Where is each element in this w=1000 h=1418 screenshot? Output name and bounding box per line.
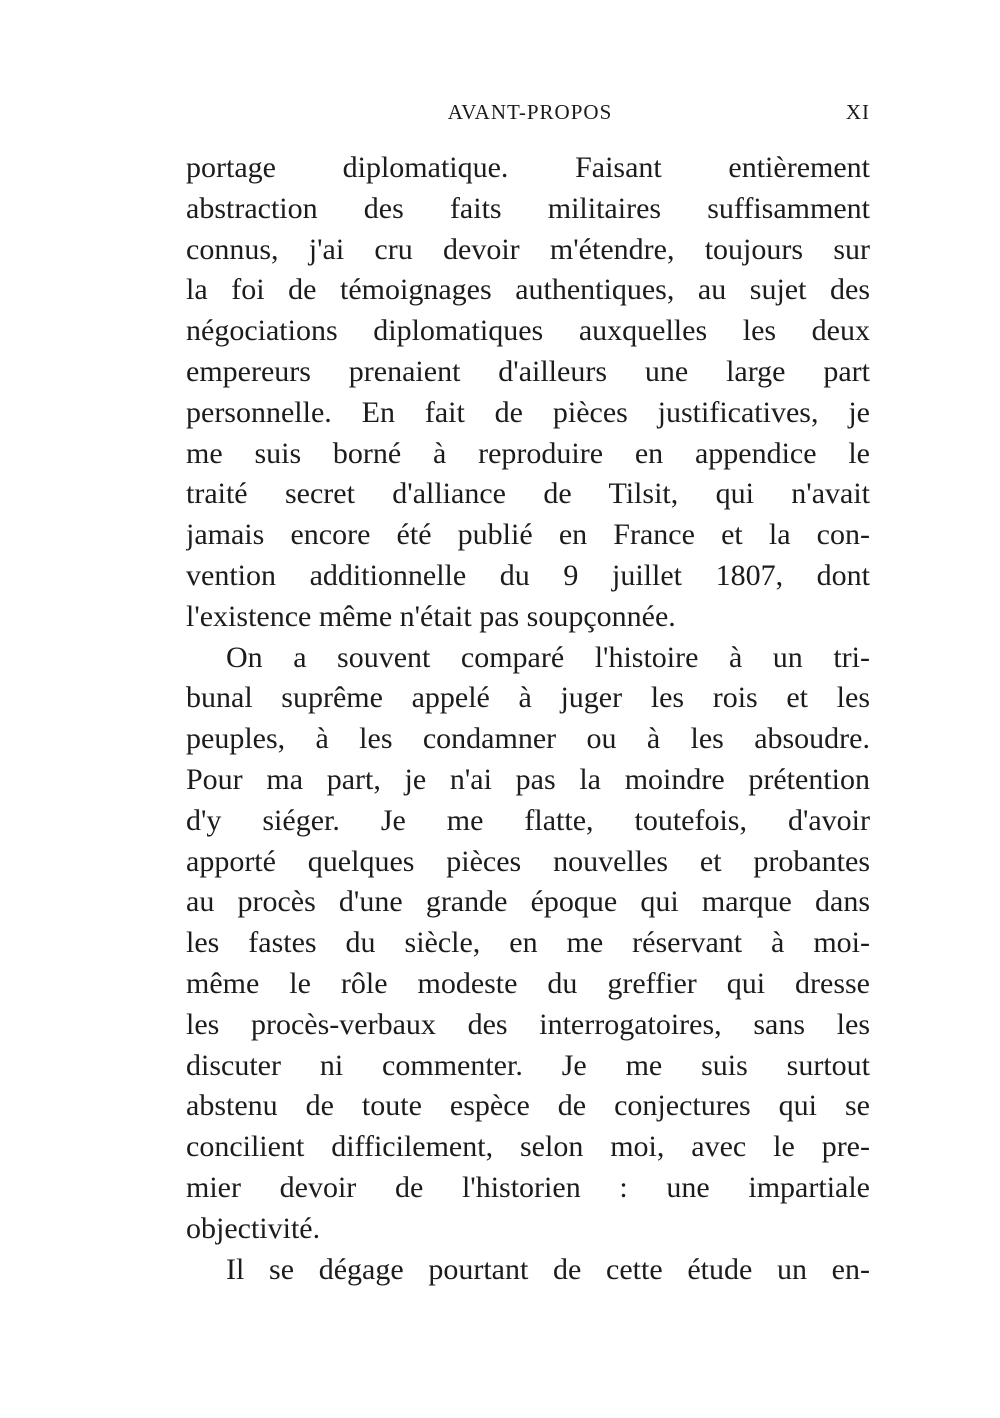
text-line: discuter ni commenter. Je me suis surtout — [186, 1048, 870, 1082]
text-line: me suis borné à reproduire en appendice le — [186, 436, 870, 470]
text-line: On a souvent comparé l'histoire à un tri- — [226, 640, 870, 674]
text-line: négociations diplomatiques auxquelles les deux — [186, 314, 870, 348]
text-line: au procès d'une grande époque qui marque dans — [186, 885, 870, 919]
text-line: vention additionnelle du 9 juillet 1807, dont — [186, 558, 870, 592]
text-line: objectivité. — [186, 1211, 321, 1245]
text-line: même le rôle modeste du greffier qui dresse — [186, 966, 870, 1000]
text-line: connus, j'ai cru devoir m'étendre, toujours sur — [186, 232, 870, 266]
text-line: apporté quelques pièces nouvelles et probantes — [186, 844, 870, 878]
text-line: jamais encore été publié en France et la con- — [186, 518, 870, 552]
body-text — [186, 148, 870, 1290]
text-line: les procès-verbaux des interrogatoires, sans les — [186, 1007, 870, 1041]
text-line: mier devoir de l'historien : une impartiale — [186, 1170, 870, 1204]
paragraph-1 — [186, 148, 870, 638]
text-line: peuples, à les condamner ou à les absoudre. — [186, 722, 870, 756]
text-line: Il se dégage pourtant de cette étude un en- — [226, 1252, 870, 1286]
text-line: les fastes du siècle, en me réservant à moi- — [186, 926, 870, 960]
text-line: abstenu de toute espèce de conjectures qui se — [186, 1089, 870, 1123]
running-head-title: AVANT-PROPOS — [447, 100, 613, 124]
text-line: personnelle. En fait de pièces justificatives, je — [186, 395, 870, 429]
paragraph-3 — [186, 1250, 870, 1291]
text-line: bunal suprême appelé à juger les rois et les — [186, 681, 870, 715]
text-line: empereurs prenaient d'ailleurs une large part — [186, 354, 870, 388]
running-head — [190, 100, 870, 130]
text-line: abstraction des faits militaires suffisamment — [186, 191, 870, 225]
text-line: l'existence même n'était pas soupçonnée. — [186, 599, 676, 633]
text-line: Pour ma part, je n'ai pas la moindre prétention — [186, 762, 870, 796]
text-line: concilient difficilement, selon moi, avec le pre- — [186, 1130, 870, 1164]
text-line: la foi de témoignages authentiques, au sujet des — [186, 273, 870, 307]
text-line: portage diplomatique. Faisant entièrement — [186, 151, 870, 184]
text-line: traité secret d'alliance de Tilsit, qui n'avait — [186, 477, 870, 511]
page-number: XI — [845, 100, 870, 124]
paragraph-2 — [186, 638, 870, 1250]
text-line: d'y siéger. Je me flatte, toutefois, d'avoir — [186, 803, 870, 837]
